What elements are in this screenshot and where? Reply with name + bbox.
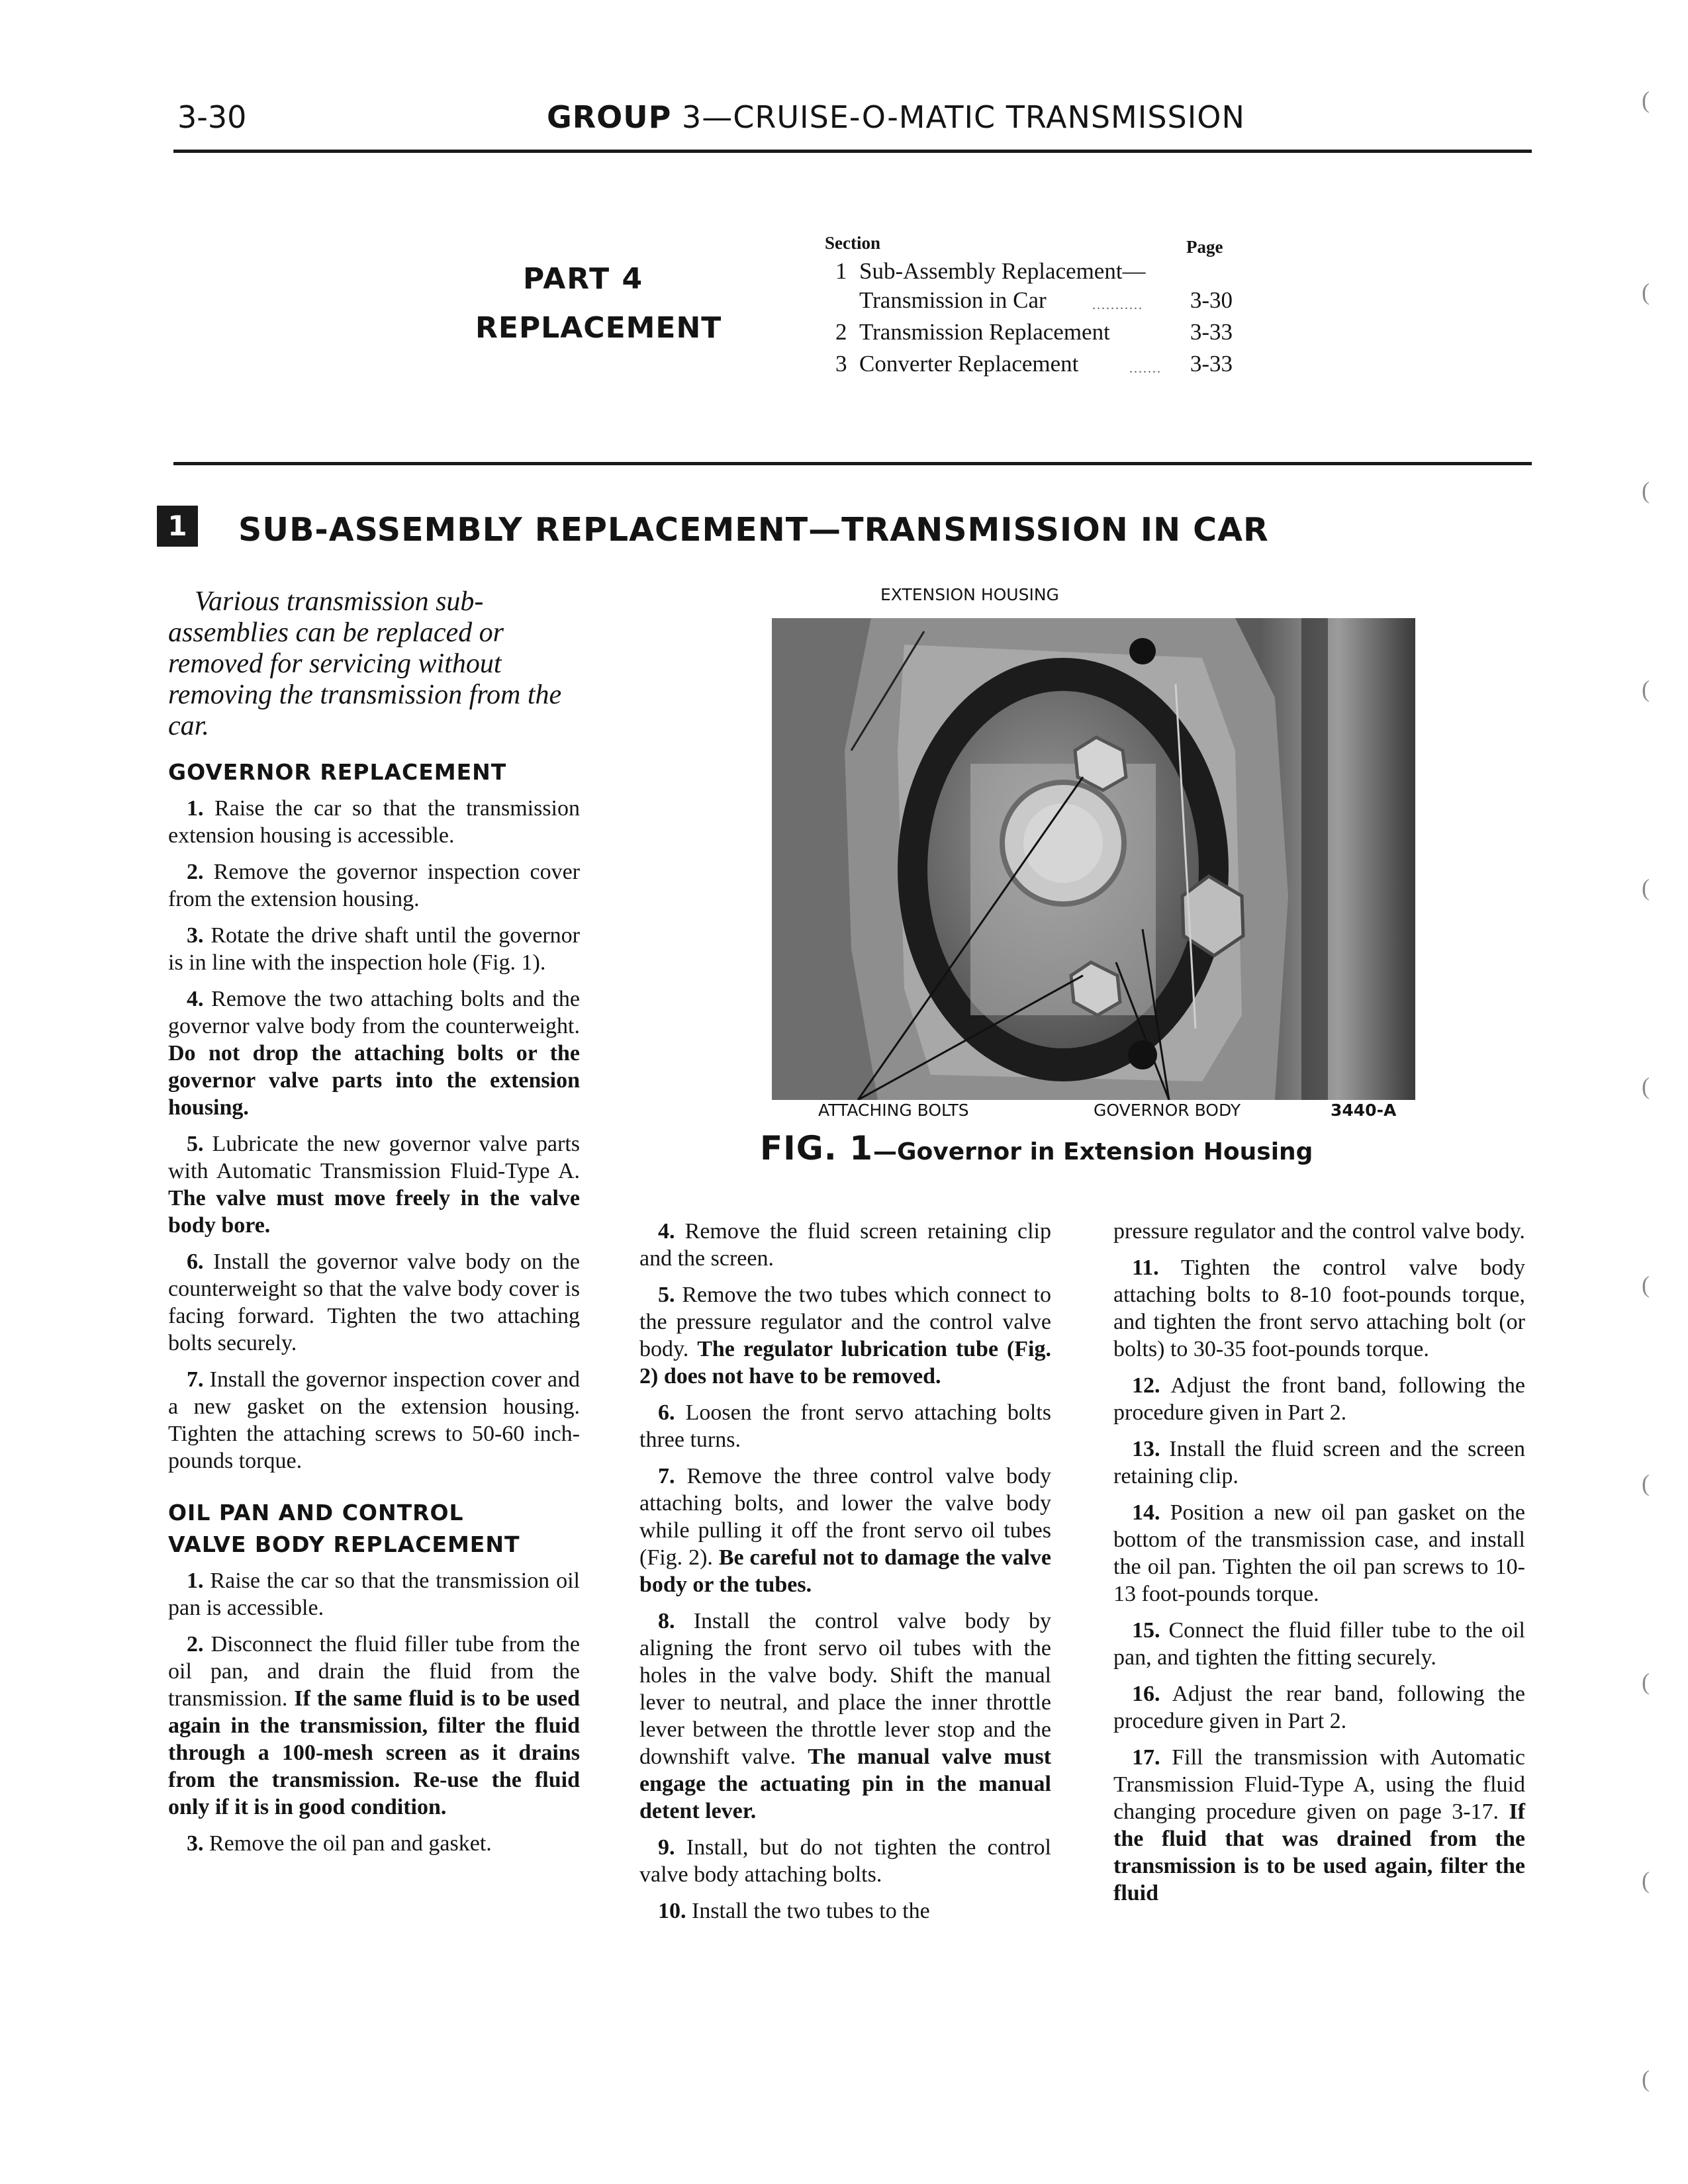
toc-item-number: 1 bbox=[835, 258, 847, 284]
toc-item-title: Sub-Assembly Replacement— bbox=[859, 258, 1146, 284]
toc-item-number: 2 bbox=[835, 319, 847, 345]
toc-item-subtitle: Transmission in Car bbox=[859, 287, 1047, 313]
right-column bbox=[1113, 1218, 1525, 1916]
section-title: SUB-ASSEMBLY REPLACEMENT—TRANSMISSION IN CAR bbox=[238, 511, 1269, 549]
figure-number: FIG. 1 bbox=[760, 1129, 873, 1167]
toc-leader-dots: ....... bbox=[1129, 361, 1162, 376]
list-item: 5. Remove the two tubes which connect to the pressure regulator and the control valve body. The regulator lubrication tube (Fig. 2) does not have to be removed. bbox=[639, 1283, 1052, 1388]
toc-leader-dots: ........... bbox=[1092, 298, 1143, 312]
list-item: 14. Position a new oil pan gasket on the bottom of the transmission case, and install the oil pan. Tighten the oil pan screws to 10-13 foot-pounds torque. bbox=[1113, 1500, 1525, 1606]
list-item: 1. Raise the car so that the transmission extension housing is accessible. bbox=[168, 796, 580, 848]
toc-item-page: 3-33 bbox=[1190, 319, 1233, 345]
list-item: 4. Remove the two attaching bolts and the governor valve body from the counterweight. Do not drop the attaching bolts or the governor valve parts into the extension housing. bbox=[168, 987, 581, 1120]
header-rule bbox=[173, 150, 1532, 153]
binder-mark: ( bbox=[1642, 1867, 1650, 1893]
list-item: 8. Install the control valve body by aligning the front servo oil tubes with the holes in the valve body. Shift the manual lever to neutral, and place the inner throttle lever between the throttle lever stop and the downshift valve. The manual valve must engage the actuating pin in the manual detent lever. bbox=[639, 1609, 1051, 1823]
binder-mark: ( bbox=[1642, 279, 1650, 305]
left-column bbox=[168, 586, 580, 1866]
part-title: REPLACEMENT bbox=[475, 311, 722, 345]
list-item: 2. Disconnect the fluid filler tube from the oil pan, and drain the fluid from the transmission. If the same fluid is to be used again in the transmission, filter the fluid through a 100-mesh screen as it drains from the transmission. Re-use the fluid only if it is in good condition. bbox=[168, 1632, 581, 1819]
figure-label-attaching-bolts: ATTACHING BOLTS bbox=[818, 1101, 969, 1120]
list-item: 5. Lubricate the new governor valve parts with Automatic Transmission Fluid-Type A. The valve must move freely in the valve body bore. bbox=[168, 1132, 580, 1238]
list-item: 9. Install, but do not tighten the control valve body attaching bolts. bbox=[639, 1835, 1051, 1887]
list-item: 11. Tighten the control valve body attaching bolts to 8-10 foot-pounds torque, and tighten the front servo attaching bolt (or bolts) to 30-35 foot-pounds torque. bbox=[1113, 1255, 1526, 1361]
figure-caption bbox=[760, 1129, 1313, 1167]
governor-heading: GOVERNOR REPLACEMENT bbox=[168, 759, 507, 785]
oil-pan-heading: OIL PAN AND CONTROL VALVE BODY REPLACEMENT bbox=[168, 1500, 520, 1557]
continuation-paragraph: pressure regulator and the control valve body. bbox=[1113, 1219, 1525, 1244]
figure-label-governor-body: GOVERNOR BODY bbox=[1094, 1101, 1241, 1120]
toc-item bbox=[835, 258, 1233, 287]
toc-item-title: Transmission Replacement bbox=[859, 319, 1110, 345]
list-item: 15. Connect the fluid filler tube to the oil pan, and tighten the fitting securely. bbox=[1113, 1618, 1526, 1670]
binder-mark: ( bbox=[1642, 874, 1650, 901]
toc-item bbox=[835, 351, 1233, 380]
toc-page-header: Page bbox=[1186, 237, 1223, 257]
list-item: 7. Install the governor inspection cover and a new gasket on the extension housing. Tighten the attaching screws to 50-60 inch-pounds torque. bbox=[168, 1367, 581, 1473]
binder-mark: ( bbox=[1642, 477, 1650, 504]
list-item: 3. Rotate the drive shaft until the governor is in line with the inspection hole (Fig. 1). bbox=[168, 923, 580, 975]
toc-item-title: Converter Replacement bbox=[859, 351, 1079, 377]
toc-item bbox=[835, 319, 1233, 348]
part-rule bbox=[173, 462, 1532, 465]
middle-column bbox=[639, 1218, 1051, 1934]
binder-mark: ( bbox=[1642, 87, 1650, 113]
binder-mark: ( bbox=[1642, 1668, 1650, 1695]
section-number-badge: 1 bbox=[157, 506, 198, 547]
binder-mark: ( bbox=[1642, 676, 1650, 702]
figure-label-extension-housing: EXTENSION HOUSING bbox=[880, 585, 1059, 604]
list-item: 6. Install the governor valve body on the counterweight so that the valve body cover is facing forward. Tighten the two attaching bolts securely. bbox=[168, 1250, 581, 1355]
governor-photo bbox=[772, 618, 1415, 1100]
toc-item-continued bbox=[835, 287, 1233, 316]
figure-caption-text: —Governor in Extension Housing bbox=[873, 1138, 1313, 1165]
toc-item-page: 3-30 bbox=[1190, 287, 1233, 313]
list-item: 17. Fill the transmission with Automatic Transmission Fluid-Type A, using the fluid changing procedure given on page 3-17. If the fluid that was drained from the transmission is to be used again, filter the fluid bbox=[1113, 1745, 1525, 1905]
binder-mark: ( bbox=[1642, 2066, 1650, 2092]
toc-item-page: 3-33 bbox=[1190, 351, 1233, 377]
toc-item-number: 3 bbox=[835, 351, 847, 377]
list-item: 7. Remove the three control valve body attaching bolts, and lower the valve body while pulling it off the front servo oil tubes (Fig. 2). Be careful not to damage the valve body or the tubes. bbox=[639, 1464, 1052, 1597]
list-item: 4. Remove the fluid screen retaining clip and the screen. bbox=[639, 1219, 1052, 1271]
list-item: 1. Raise the car so that the transmission oil pan is accessible. bbox=[168, 1569, 580, 1620]
list-item: 3. Remove the oil pan and gasket. bbox=[187, 1831, 492, 1856]
group-label: GROUP bbox=[547, 99, 672, 135]
group-title: 3—CRUISE-O-MATIC TRANSMISSION bbox=[681, 99, 1245, 135]
binder-mark: ( bbox=[1642, 1073, 1650, 1099]
list-item: 13. Install the fluid screen and the screen retaining clip. bbox=[1113, 1437, 1526, 1488]
intro-paragraph: Various transmission sub-assemblies can be replaced or removed for servicing without removing the transmission from the car. bbox=[168, 586, 562, 741]
list-item: 2. Remove the governor inspection cover from the extension housing. bbox=[168, 860, 580, 911]
part-label: PART 4 bbox=[523, 262, 644, 296]
list-item: 6. Loosen the front servo attaching bolts three turns. bbox=[639, 1400, 1052, 1452]
page-number: 3-30 bbox=[177, 99, 247, 135]
list-item: 12. Adjust the front band, following the procedure given in Part 2. bbox=[1113, 1373, 1526, 1425]
list-item: 10. Install the two tubes to the bbox=[658, 1899, 930, 1923]
binder-mark: ( bbox=[1642, 1470, 1650, 1496]
binder-mark: ( bbox=[1642, 1271, 1650, 1298]
list-item: 16. Adjust the rear band, following the procedure given in Part 2. bbox=[1113, 1682, 1525, 1733]
running-title bbox=[547, 99, 1245, 135]
figure-id: 3440-A bbox=[1331, 1101, 1397, 1120]
toc-section-header: Section bbox=[825, 233, 880, 253]
